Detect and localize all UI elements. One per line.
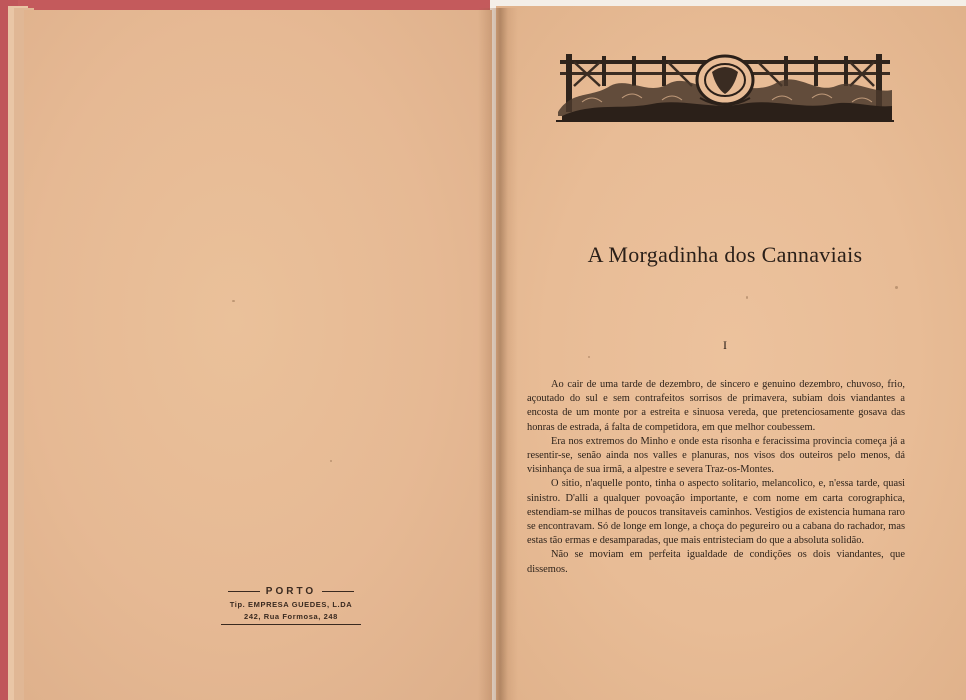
printer-imprint (218, 586, 364, 625)
imprint-bottom-rule (221, 624, 361, 625)
paragraph: Não se moviam em perfeita igualdade de condições os dois viandantes, que dissemos. (527, 549, 905, 575)
chapter-number: I (723, 338, 727, 352)
paper-speck (746, 296, 748, 299)
paper-speck (895, 286, 898, 289)
imprint-rule-right (322, 591, 354, 592)
decorative-fence-vignette (552, 50, 898, 126)
paper-speck (330, 460, 332, 462)
paper-speck (232, 300, 235, 302)
imprint-city-row (218, 586, 364, 597)
paragraph: Era nos extremos do Minho e onde esta risonha e feracissima provincia começa já a resentir-se, senão ainda nos valles e planuras, nos visos dos outeiros pelo menos, dá visinhança de sua irmã, a alpestre e severa Traz-os-Montes. (527, 435, 905, 476)
imprint-address: 242, Rua Formosa, 248 (244, 612, 338, 621)
imprint-city: PORTO (265, 586, 317, 597)
book-cover-top (18, 0, 490, 10)
paper-speck (588, 356, 590, 358)
chapter-body (527, 378, 905, 577)
book-title: A Morgadinha dos Cannaviais (587, 242, 863, 267)
paragraph: O sitio, n'aquelle ponto, tinha o aspecto solitario, melancolico, e, n'essa tarde, quasi sinistro. D'alli a qualquer povoação importante, e com nome em carta corographica, estendiam-se milhas de poucos transitaveis caminhos. Vestigios de existencia humana raro se encontravam. Só de longe em longe, a choça do pegureiro ou a cabana do rachador, mas estas tão ermas e desamparadas, que mais entristeciam do que a absoluta solidão. (527, 478, 905, 547)
paragraph: Ao cair de uma tarde de dezembro, de sincero e genuino dezembro, chuvoso, frio, açoutado do sul e sem contrafeitos sorrisos de primavera, subiam dois viandantes a encosta de um monte por a estreita e sinuosa vereda, que pretenciosamente gosava das honras de estrada, á falta de competidora, em que melhor coubessem. (527, 379, 905, 433)
imprint-printer: Tip. EMPRESA GUEDES, L.DA (229, 600, 353, 609)
imprint-rule-left (228, 591, 260, 592)
book-gutter (478, 8, 518, 700)
